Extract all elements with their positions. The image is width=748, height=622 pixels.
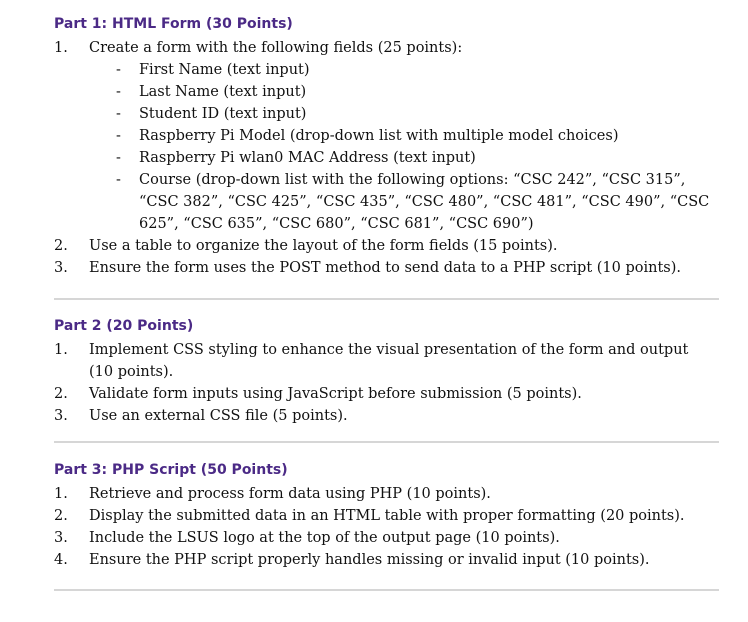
part-1-title: Part 1: HTML Form (30 Points) <box>54 16 293 32</box>
part-2-title: Part 2 (20 Points) <box>54 318 194 334</box>
dash-bullet: - <box>116 150 121 166</box>
part-3-item-4 <box>54 549 719 571</box>
field-text: Last Name (text input) <box>139 84 307 100</box>
part-2-item-1 <box>54 339 719 383</box>
part-1-item-1 <box>54 37 719 59</box>
part-2-item-2 <box>54 383 719 405</box>
part-3-item-1 <box>54 483 719 505</box>
item-number: 4. <box>54 552 68 568</box>
field-text: Raspberry Pi Model (drop-down list with multiple model choices) <box>139 128 619 144</box>
item-text: Ensure the PHP script properly handles missing or invalid input (10 points). <box>89 552 650 568</box>
item-text: Use an external CSS file (5 points). <box>89 408 348 424</box>
part-1-item-2 <box>54 235 719 257</box>
item-text: Create a form with the following fields (25 points): <box>89 40 463 56</box>
field-text: Student ID (text input) <box>139 106 307 122</box>
dash-bullet: - <box>116 62 121 78</box>
dash-bullet: - <box>116 172 121 188</box>
item-text: Retrieve and process form data using PHP (10 points). <box>89 486 491 502</box>
item-number: 2. <box>54 508 68 524</box>
field-list-item <box>54 103 719 125</box>
part-3-title: Part 3: PHP Script (50 Points) <box>54 462 288 478</box>
item-text: Implement CSS styling to enhance the visual presentation of the form and output (10 points). <box>89 342 689 380</box>
field-text: Course (drop-down list with the following options: “CSC 242”, “CSC 315”, “CSC 382”, “CSC 425”, “CSC 435”, “CSC 480”, “CSC 481”, “CSC 490”, “CSC 625”, “CSC 635”, “CSC 680”, “CSC 681”, “CSC 690”) <box>139 172 710 232</box>
item-number: 3. <box>54 530 68 546</box>
field-list-item <box>54 81 719 103</box>
field-text: Raspberry Pi wlan0 MAC Address (text input) <box>139 150 476 166</box>
section-divider <box>54 298 719 300</box>
dash-bullet: - <box>116 128 121 144</box>
part-3-item-2 <box>54 505 719 527</box>
field-list-item <box>54 59 719 81</box>
item-text: Display the submitted data in an HTML table with proper formatting (20 points). <box>89 508 685 524</box>
section-divider <box>54 441 719 443</box>
field-text: First Name (text input) <box>139 62 310 78</box>
field-list-item <box>54 125 719 147</box>
item-number: 1. <box>54 486 68 502</box>
part-2-item-3 <box>54 405 719 427</box>
item-text: Validate form inputs using JavaScript before submission (5 points). <box>89 386 582 402</box>
item-number: 1. <box>54 40 68 56</box>
dash-bullet: - <box>116 106 121 122</box>
item-text: Use a table to organize the layout of the form fields (15 points). <box>89 238 558 254</box>
part-1-item-3 <box>54 257 719 279</box>
part-2-section <box>54 317 719 427</box>
item-number: 2. <box>54 386 68 402</box>
section-divider <box>54 589 719 591</box>
part-3-section <box>54 461 719 571</box>
item-number: 3. <box>54 408 68 424</box>
item-text: Ensure the form uses the POST method to send data to a PHP script (10 points). <box>89 260 682 276</box>
field-list-item <box>54 169 719 235</box>
part-1-section <box>54 15 719 279</box>
item-text: Include the LSUS logo at the top of the output page (10 points). <box>89 530 560 546</box>
field-list-item <box>54 147 719 169</box>
item-number: 3. <box>54 260 68 276</box>
part-3-item-3 <box>54 527 719 549</box>
dash-bullet: - <box>116 84 121 100</box>
item-number: 1. <box>54 342 68 358</box>
item-number: 2. <box>54 238 68 254</box>
